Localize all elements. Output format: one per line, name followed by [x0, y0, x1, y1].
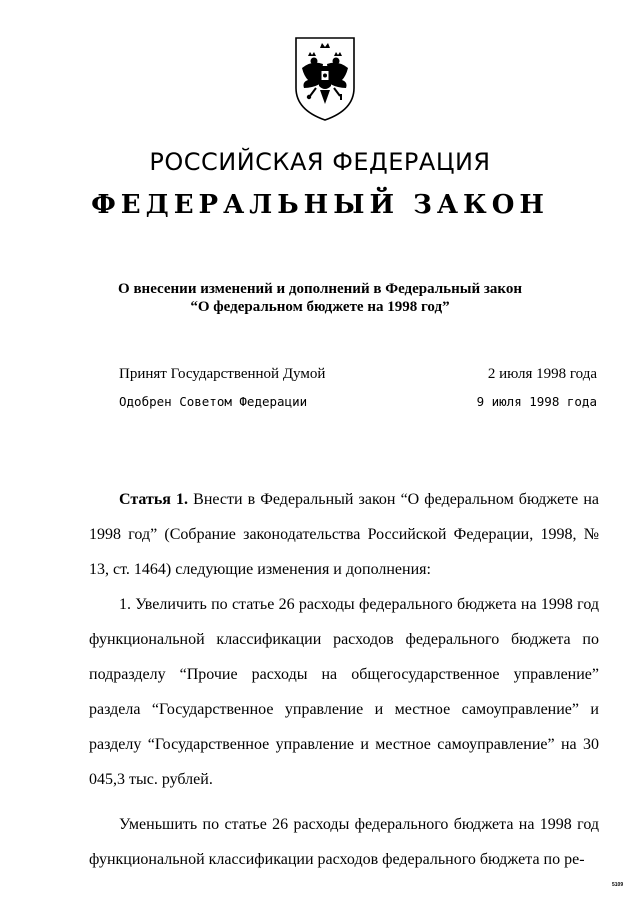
- reduction-paragraph: Уменьшить по статье 26 расходы федерального бюджета на 1998 год функциональной классификации расходов федерального бюджета по ре-: [89, 816, 599, 868]
- article-heading: Статья 1.: [119, 491, 189, 508]
- double-headed-eagle-icon: [290, 34, 360, 124]
- article-text: Внести в Федеральный закон “О федеральном бюджете на 1998 год” (Собрание законодательства Российской Федерации, 1998, № 13, ст. 1464) следующие изменения и дополнения:: [89, 491, 600, 578]
- law-title-line-2: “О федеральном бюджете на 1998 год”: [190, 299, 450, 315]
- country-name: РОССИЙСКАЯ ФЕДЕРАЦИЯ: [149, 148, 491, 176]
- council-label: Одобрен Советом Федерации: [119, 394, 308, 409]
- duma-adoption-row: [119, 366, 597, 386]
- article-1-paragraph: [89, 482, 599, 587]
- duma-date: 2 июля 1998 года: [487, 366, 597, 382]
- clause-1-paragraph: 1. Увеличить по статье 26 расходы федерального бюджета на 1998 год функциональной классификации расходов федерального бюджета по подразделу “Прочие расходы на общегосударственное управление” раздела “Государственное управление и местное самоуправление” и разделу “Государственное управление и местное самоуправление” на 30 045,3 тыс. рублей.: [89, 596, 599, 788]
- law-type-heading: ФЕДЕРАЛЬНЫЙ ЗАКОН: [91, 190, 549, 220]
- duma-label: Принят Государственной Думой: [119, 366, 326, 382]
- state-emblem: [290, 34, 360, 124]
- council-date: 9 июля 1998 года: [476, 394, 597, 409]
- law-title-line-1: О внесении изменений и дополнений в Федеральный закон: [118, 281, 522, 297]
- law-title: [0, 280, 640, 316]
- council-approval-row: [119, 394, 597, 414]
- law-body: [89, 482, 599, 877]
- page-mark: 5109: [612, 882, 624, 888]
